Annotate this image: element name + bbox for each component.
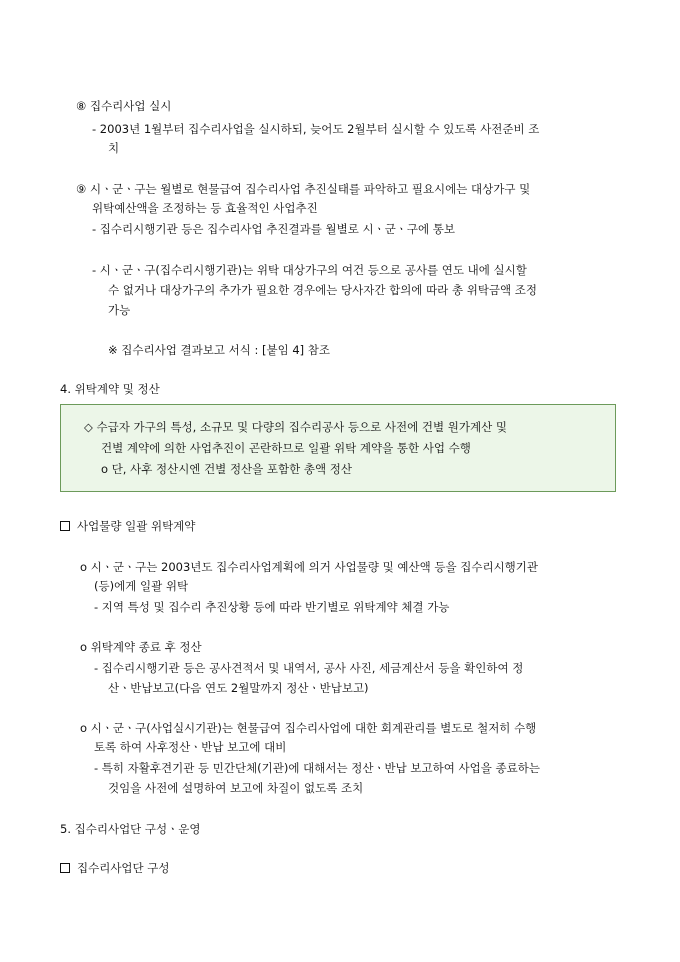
item-9-detail-adjust-line1: - 시ㆍ군ㆍ구(집수리시행기관)는 위탁 대상가구의 여건 등으로 공사를 연도 내에 실시할 <box>92 263 527 277</box>
section-4-title: 4. 위탁계약 및 정산 <box>60 382 160 396</box>
item-9-number: ⑨ <box>76 182 87 196</box>
accounting-item-detail-line1: - 특히 자활후견기관 등 민간단체(기관)에 대해서는 정산ㆍ반납 보고하여 사업을 종료하는 <box>94 761 540 775</box>
heading-repair-team: 집수리사업단 구성 <box>60 860 170 876</box>
square-bullet-icon <box>60 521 70 531</box>
item-8-heading <box>76 98 171 114</box>
item-9-note: ※ 집수리사업 결과보고 서식 : [붙임 4] 참조 <box>108 343 331 357</box>
item-9-line1: ⑨ 시ㆍ군ㆍ구는 월별로 현물급여 집수리사업 추진실태를 파악하고 필요시에는 대상가구 및 <box>76 182 531 196</box>
bulk-contract-item1-detail: - 지역 특성 및 집수리 추진상황 등에 따라 반기별로 위탁계약 체결 가능 <box>94 600 450 614</box>
item-9-detail-report: - 집수리시행기관 등은 집수리사업 추진결과를 월별로 시ㆍ군ㆍ구에 통보 <box>92 222 456 236</box>
accounting-item-line1: o 시ㆍ군ㆍ구(사업실시기관)는 현물급여 집수리사업에 대한 회계관리를 별도로 철저히 수행 <box>80 721 537 735</box>
summary-box-line1: ◇ 수급자 가구의 특성, 소규모 및 다량의 집수리공사 등으로 사전에 건별 원가계산 및 <box>84 420 507 434</box>
summary-box-line3: o 단, 사후 정산시엔 건별 정산을 포함한 총액 정산 <box>101 462 353 476</box>
item-9-detail-adjust-line2: 수 없거나 대상가구의 추가가 필요한 경우에는 당사자간 합의에 따라 총 위탁금액 조정 <box>108 283 538 297</box>
item-9-line2: 위탁예산액을 조정하는 등 효율적인 사업추진 <box>92 201 318 215</box>
accounting-item-detail-line2: 것임을 사전에 설명하여 보고에 차질이 없도록 조치 <box>108 781 364 795</box>
settlement-item-title: o 위탁계약 종료 후 정산 <box>80 640 202 654</box>
bulk-contract-item1-line1: o 시ㆍ군ㆍ구는 2003년도 집수리사업계획에 의거 사업물량 및 예산액 등을 집수리시행기관 <box>80 560 539 574</box>
heading-bulk-contract: 사업물량 일괄 위탁계약 <box>60 518 195 534</box>
item-8-detail-line2: 치 <box>108 141 120 155</box>
bulk-contract-item1-line2: (등)에게 일괄 위탁 <box>94 579 189 593</box>
item-8-number: ⑧ <box>76 99 87 113</box>
settlement-item-detail-line1: - 집수리시행기관 등은 공사견적서 및 내역서, 공사 사진, 세금계산서 등을 확인하여 정 <box>94 661 524 675</box>
section-5-title: 5. 집수리사업단 구성ㆍ운영 <box>60 822 201 836</box>
square-bullet-icon <box>60 863 70 873</box>
item-9-detail-adjust-line3: 가능 <box>108 303 131 317</box>
settlement-item-detail-line2: 산ㆍ반납보고(다음 연도 2월말까지 정산ㆍ반납보고) <box>108 681 369 695</box>
item-8-title: 집수리사업 실시 <box>89 99 172 113</box>
item-8-detail-line1: - 2003년 1월부터 집수리사업을 실시하되, 늦어도 2월부터 실시할 수 있도록 사전준비 조 <box>92 122 540 136</box>
summary-box-line2: 건별 계약에 의한 사업추진이 곤란하므로 일괄 위탁 계약을 통한 사업 수행 <box>101 441 471 455</box>
accounting-item-line2: 토록 하여 사후정산ㆍ반납 보고에 대비 <box>94 740 287 754</box>
